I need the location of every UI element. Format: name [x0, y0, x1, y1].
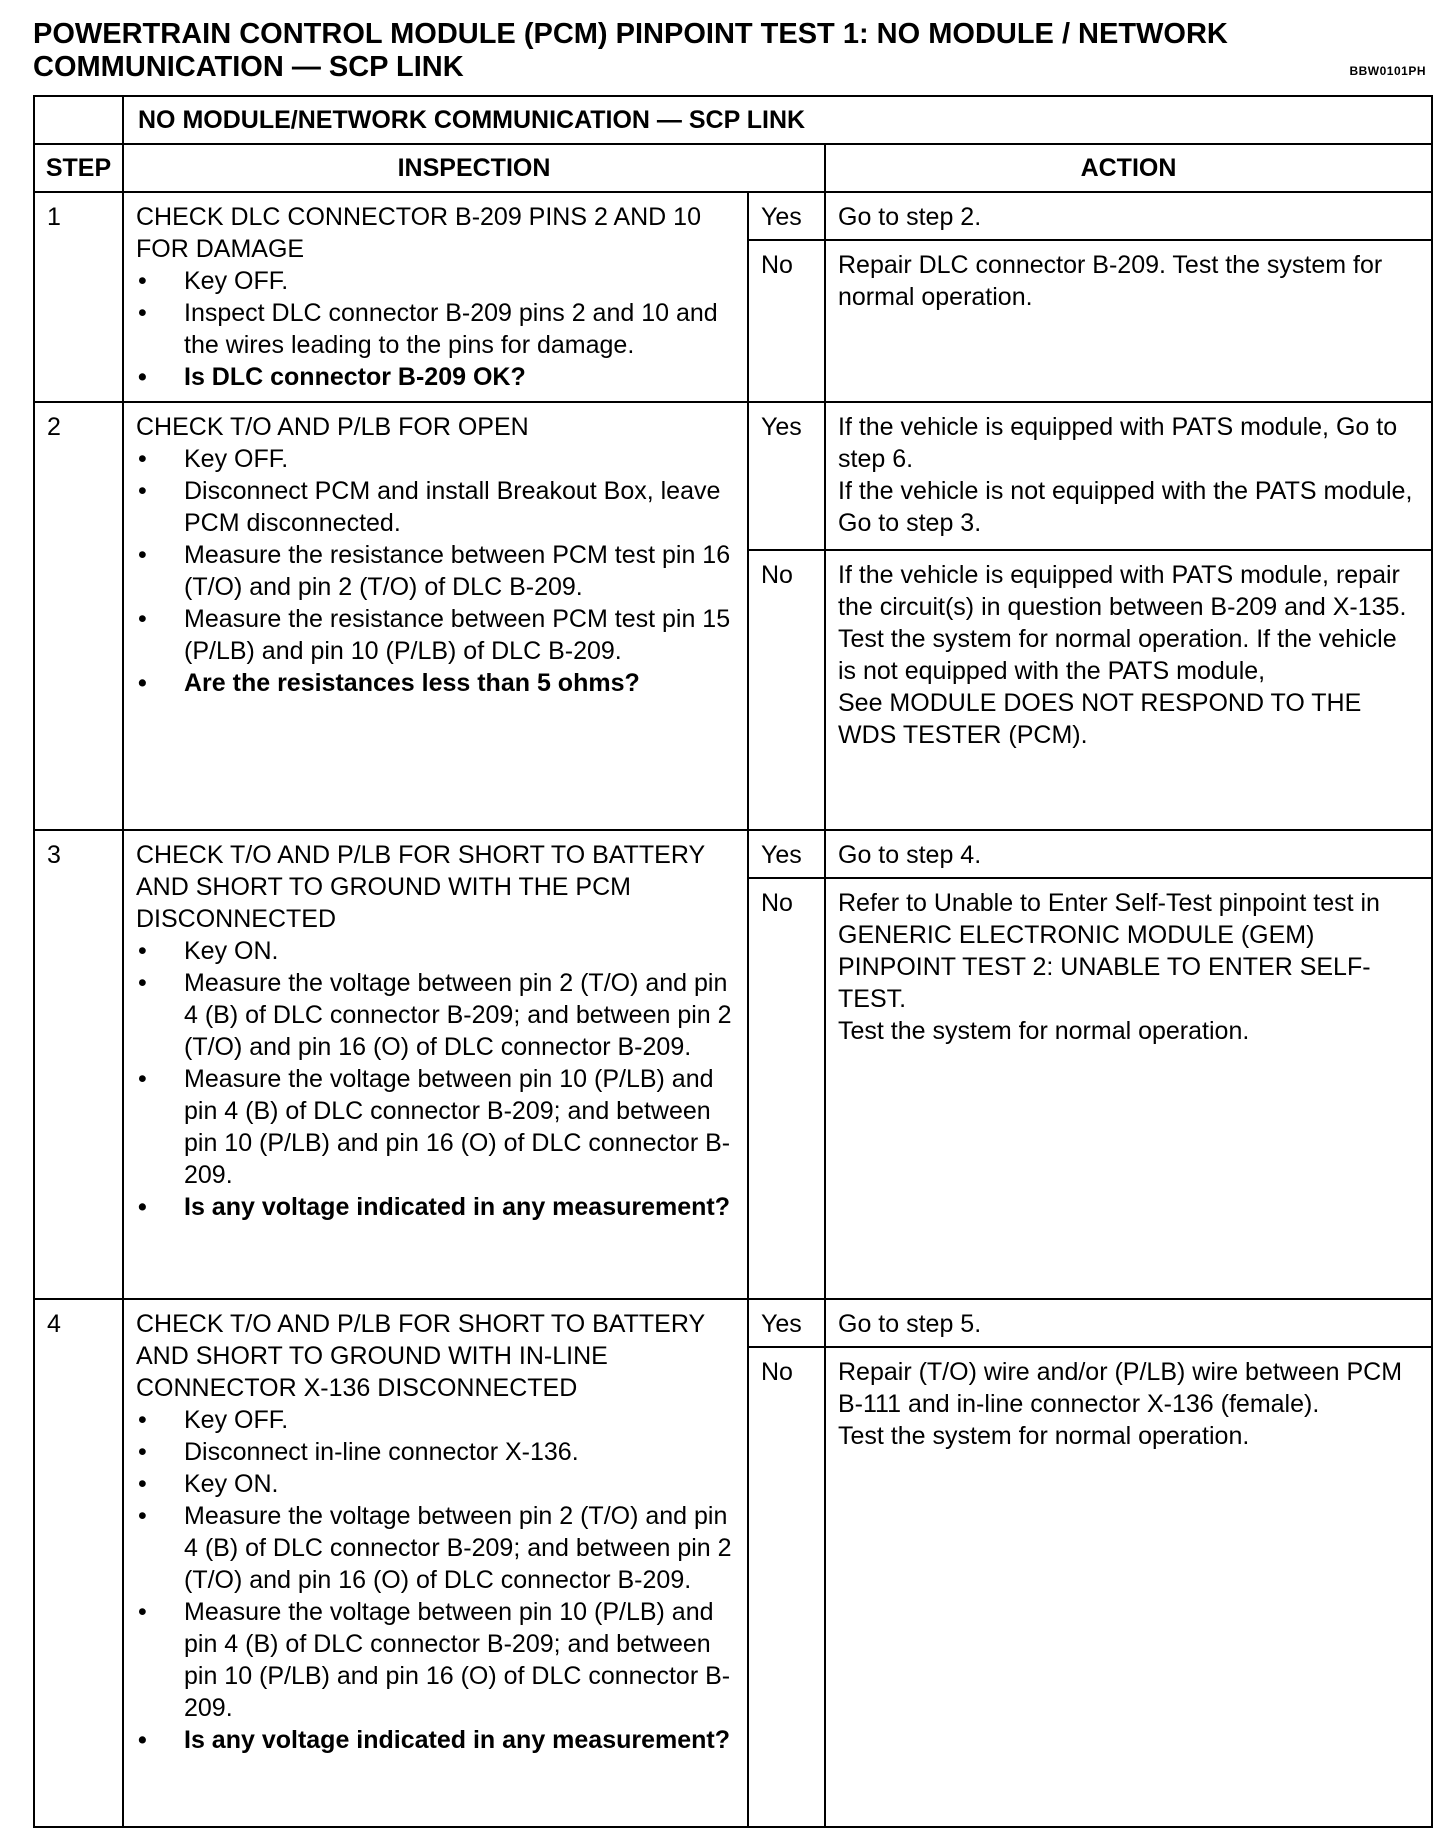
step-number: 1	[34, 192, 123, 402]
inspection-bullets	[136, 443, 735, 699]
no-action-line: Repair DLC connector B-209. Test the system for normal operation.	[838, 251, 1383, 311]
yes-action-line: Go to step 2.	[838, 203, 982, 231]
inspection-question: • Is DLC connector B-209 OK?	[136, 361, 735, 393]
step-row	[34, 402, 1432, 550]
inspection-bullet: • Key OFF.	[136, 443, 735, 475]
header-step: STEP	[34, 144, 123, 192]
no-action-line: Refer to Unable to Enter Self-Test pinpoint test in GENERIC ELECTRONIC MODULE (GEM) PINPOINT TEST 2: UNABLE TO ENTER SELF-TEST.	[838, 889, 1380, 1013]
inspection-bullets	[136, 935, 735, 1223]
yes-label: Yes	[748, 830, 825, 878]
yes-action-line: Go to step 4.	[838, 841, 982, 869]
inspection-cell	[123, 1299, 748, 1827]
inspection-bullet: • Measure the resistance between PCM test pin 15 (P/LB) and pin 10 (P/LB) of DLC B-209.	[136, 603, 735, 667]
inspection-bullet: • Measure the voltage between pin 2 (T/O) and pin 4 (B) of DLC connector B-209; and between pin 2 (T/O) and pin 16 (O) of DLC connector B-209.	[136, 967, 735, 1063]
title-line-1: POWERTRAIN CONTROL MODULE (PCM) PINPOINT TEST 1: NO MODULE / NETWORK	[33, 18, 1228, 50]
inspection-bullet: • Inspect DLC connector B-209 pins 2 and 10 and the wires leading to the pins for damage.	[136, 297, 735, 361]
no-action	[825, 240, 1432, 402]
inspection-bullet: • Measure the voltage between pin 10 (P/LB) and pin 4 (B) of DLC connector B-209; and between pin 10 (P/LB) and pin 16 (O) of DLC connector B-209.	[136, 1063, 735, 1191]
yes-action	[825, 830, 1432, 878]
inspection-bullet: • Measure the resistance between PCM test pin 16 (T/O) and pin 2 (T/O) of DLC B-209.	[136, 539, 735, 603]
no-label: No	[748, 878, 825, 1299]
banner-blank-cell	[34, 96, 123, 144]
figure-code: BBW0101PH	[1349, 64, 1426, 78]
title-line-2: COMMUNICATION — SCP LINK	[33, 51, 464, 83]
header-action: ACTION	[825, 144, 1432, 192]
yes-label: Yes	[748, 402, 825, 550]
no-label: No	[748, 1347, 825, 1827]
inspection-title: CHECK T/O AND P/LB FOR SHORT TO BATTERY AND SHORT TO GROUND WITH THE PCM DISCONNECTED	[136, 841, 705, 933]
step-row	[34, 830, 1432, 878]
inspection-bullet: • Key ON.	[136, 1468, 735, 1500]
step-number: 3	[34, 830, 123, 1299]
inspection-question: • Are the resistances less than 5 ohms?	[136, 667, 735, 699]
inspection-bullet: • Measure the voltage between pin 10 (P/LB) and pin 4 (B) of DLC connector B-209; and between pin 10 (P/LB) and pin 16 (O) of DLC connector B-209.	[136, 1596, 735, 1724]
no-label: No	[748, 550, 825, 830]
no-action-line: Test the system for normal operation.	[838, 1017, 1250, 1045]
yes-label: Yes	[748, 192, 825, 240]
no-action-line: See MODULE DOES NOT RESPOND TO THE WDS TESTER (PCM).	[838, 689, 1362, 749]
inspection-cell	[123, 830, 748, 1299]
no-action	[825, 878, 1432, 1299]
header-inspection: INSPECTION	[123, 144, 825, 192]
yes-action-line: If the vehicle is not equipped with the PATS module, Go to step 3.	[838, 477, 1413, 537]
inspection-bullets	[136, 265, 735, 393]
yes-label: Yes	[748, 1299, 825, 1347]
no-action-line: Test the system for normal operation.	[838, 1422, 1250, 1450]
table-banner: NO MODULE/NETWORK COMMUNICATION — SCP LINK	[123, 96, 1432, 144]
yes-action	[825, 192, 1432, 240]
inspection-bullet: • Key ON.	[136, 935, 735, 967]
no-action	[825, 1347, 1432, 1827]
inspection-cell	[123, 192, 748, 402]
inspection-cell	[123, 402, 748, 830]
inspection-bullet: • Disconnect in-line connector X-136.	[136, 1436, 735, 1468]
no-action-line: If the vehicle is equipped with PATS module, repair the circuit(s) in question between B-209 and X-135. Test the system for normal operation. If the vehicle is not equipped with the PATS module,	[838, 561, 1407, 685]
yes-action	[825, 402, 1432, 550]
no-action	[825, 550, 1432, 830]
step-number: 4	[34, 1299, 123, 1827]
inspection-bullet: • Measure the voltage between pin 2 (T/O) and pin 4 (B) of DLC connector B-209; and between pin 2 (T/O) and pin 16 (O) of DLC connector B-209.	[136, 1500, 735, 1596]
inspection-title: CHECK DLC CONNECTOR B-209 PINS 2 AND 10 FOR DAMAGE	[136, 203, 701, 263]
pinpoint-test-table	[33, 95, 1433, 1828]
inspection-bullet: • Key OFF.	[136, 1404, 735, 1436]
yes-action	[825, 1299, 1432, 1347]
no-label: No	[748, 240, 825, 402]
step-row	[34, 1299, 1432, 1347]
inspection-question: • Is any voltage indicated in any measurement?	[136, 1724, 735, 1756]
header-row	[34, 144, 1432, 192]
inspection-title: CHECK T/O AND P/LB FOR OPEN	[136, 413, 529, 441]
no-action-line: Repair (T/O) wire and/or (P/LB) wire between PCM B-111 and in-line connector X-136 (female).	[838, 1358, 1403, 1418]
document-title	[33, 18, 1433, 84]
step-number: 2	[34, 402, 123, 830]
inspection-question: • Is any voltage indicated in any measurement?	[136, 1191, 735, 1223]
banner-row	[34, 96, 1432, 144]
inspection-bullet: • Key OFF.	[136, 265, 735, 297]
yes-action-line: Go to step 5.	[838, 1310, 982, 1338]
yes-action-line: If the vehicle is equipped with PATS module, Go to step 6.	[838, 413, 1398, 473]
inspection-bullet: • Disconnect PCM and install Breakout Box, leave PCM disconnected.	[136, 475, 735, 539]
step-row	[34, 192, 1432, 240]
inspection-title: CHECK T/O AND P/LB FOR SHORT TO BATTERY AND SHORT TO GROUND WITH IN-LINE CONNECTOR X-136 DISCONNECTED	[136, 1310, 705, 1402]
inspection-bullets	[136, 1404, 735, 1756]
